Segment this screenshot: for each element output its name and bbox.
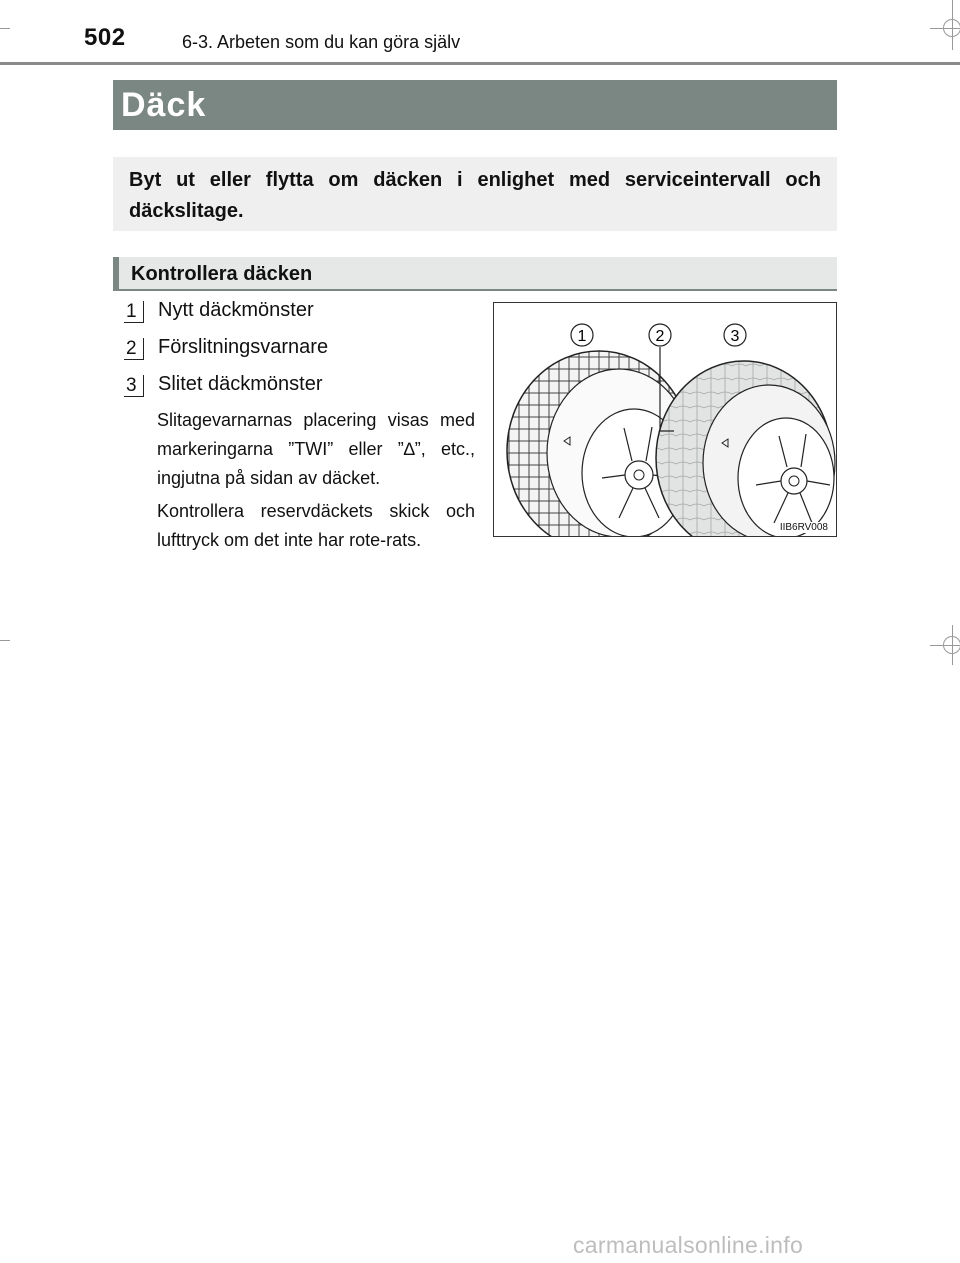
callout-1-label: 1 [577, 328, 587, 345]
header-rule [0, 62, 960, 65]
list-item-label: Nytt däckmönster [158, 299, 314, 321]
callout-1 [571, 324, 593, 346]
figure-code: IIB6RV008 [779, 522, 828, 533]
subheading-check-tires: Kontrollera däcken [113, 257, 837, 291]
page-number: 502 [84, 24, 126, 51]
tire-illustration [493, 302, 837, 537]
page-title: Däck [113, 80, 837, 130]
number-badge: 2 [124, 338, 144, 360]
crop-mark-left-top [0, 28, 10, 29]
crop-circle-right-mid [943, 636, 960, 654]
number-badge: 3 [124, 375, 144, 397]
callout-3 [724, 324, 746, 346]
crop-mark-left-mid [0, 640, 10, 641]
list-item-label: Förslitningsvarnare [158, 336, 329, 358]
section-label: 6-3. Arbeten som du kan göra själv [182, 32, 461, 52]
paragraph-wear-indicator-location: Slitagevarnarnas placering visas med markeringarna ”TWI” eller ”∆”, etc., ingjutna på sidan av däcket. [157, 410, 475, 488]
crop-circle-top-right [943, 19, 960, 37]
callout-2 [649, 324, 671, 346]
intro-box: Byt ut eller flytta om däcken i enlighet med serviceintervall och däckslitage. [113, 157, 837, 231]
watermark: carmanualsonline.info [573, 1232, 804, 1258]
callout-3-label: 3 [730, 328, 740, 345]
worn-tire-icon [656, 361, 835, 536]
number-badge: 1 [124, 301, 144, 323]
list-item-label: Slitet däckmönster [158, 373, 323, 395]
paragraph-spare-tire: Kontrollera reservdäckets skick och lufttryck om det inte har rote-rats. [157, 501, 475, 550]
callout-2-label: 2 [655, 328, 665, 345]
tire-drawing [494, 303, 836, 536]
